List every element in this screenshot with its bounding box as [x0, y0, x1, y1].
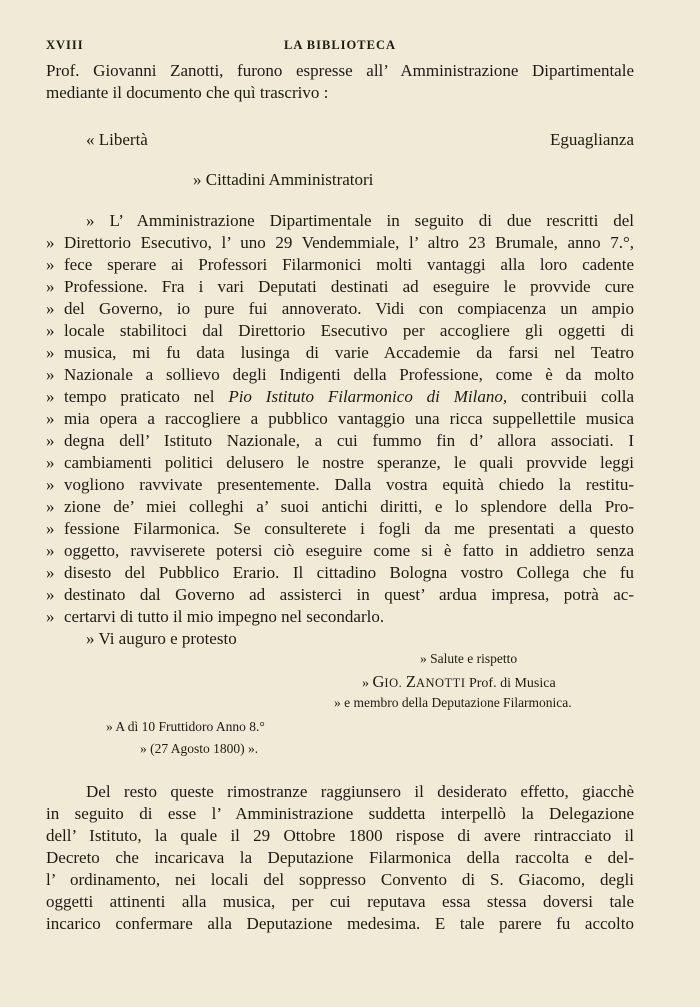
paragraph-line: dell’ Istituto, la quale il 29 Ottobre 1800 rispose di avere rintracciato il: [46, 826, 634, 845]
intro-line: mediante il documento che quì trascrivo :: [46, 83, 329, 102]
quote-mark: »: [46, 519, 55, 538]
paragraph-line: Del resto queste rimostranze raggiunsero il desiderato effetto, giacchè: [86, 782, 634, 801]
letter-first-line: » L’ Amministrazione Dipartimentale in seguito di due rescritti del: [86, 211, 634, 230]
paragraph-line: l’ ordinamento, nei locali del soppresso Convento di S. Giacomo, degli: [46, 870, 634, 889]
paragraph-line: Decreto che incaricava la Deputazione Filarmonica della raccolta e del-: [46, 848, 634, 867]
letter-line: » certarvi di tutto il mio impegno nel secondarlo.: [46, 607, 385, 626]
letter-line: » disesto del Pubblico Erario. Il cittadino Bologna vostro Collega che fu: [46, 563, 634, 582]
signature-membership: » e membro della Deputazione Filarmonica.: [334, 695, 572, 710]
letter-closing: » Vi auguro e protesto: [86, 629, 237, 648]
quote-mark: »: [46, 409, 55, 428]
letter-salutation: » Cittadini Amministratori: [193, 170, 374, 189]
quote-mark: »: [46, 541, 55, 560]
letter-line: » del Governo, io pure fui annoverato. Vidi con compiacenza un ampio: [46, 299, 634, 318]
letter-line: » locale stabilitoci dal Direttorio Esecutivo per accogliere gli oggetti di: [46, 321, 634, 340]
letter-line: » Direttorio Esecutivo, l’ uno 29 Vendemmiale, l’ altro 23 Brumale, anno 7.°,: [46, 233, 634, 252]
quote-mark: »: [46, 343, 55, 362]
quote-mark: »: [46, 321, 55, 340]
paragraph-line: incarico confermare alla Deputazione medesima. E tale parere fu accolto: [46, 914, 634, 933]
running-title: LA BIBLIOTECA: [284, 38, 396, 52]
signature-greeting: » Salute e rispetto: [420, 651, 518, 666]
quote-mark: »: [46, 387, 55, 406]
quote-mark: »: [46, 277, 55, 296]
letter-line: » degna dell’ Istituto Nazionale, a cui fummo fin d’ allora associati. I: [46, 431, 634, 450]
letter-line: » cambiamenti politici delusero le nostre speranze, le quali provvide leggi: [46, 453, 634, 472]
letter-line: » tempo praticato nel Pio Istituto Filarmonico di Milano, contribuii colla: [46, 387, 635, 406]
motto-right: Eguaglianza: [549, 130, 634, 149]
letter-line: » vogliono ravvivate presentemente. Dalla vostra equità chiedo la restitu-: [46, 475, 634, 494]
letter-line: » destinato dal Governo ad assisterci in quest’ ardua impresa, potrà ac-: [46, 585, 634, 604]
motto-left: « Libertà: [86, 130, 148, 149]
letter-line: » fece sperare ai Professori Filarmonici molti vantaggi alla loro cadente: [46, 255, 634, 274]
signature-name: » GIO. ZANOTTI Prof. di Musica: [362, 672, 556, 691]
quote-mark: »: [46, 233, 55, 252]
quote-mark: »: [46, 255, 55, 274]
page-header: [46, 38, 634, 56]
letter-date: » A dì 10 Fruttidoro Anno 8.°: [106, 719, 265, 734]
page-number: XVIII: [46, 38, 84, 52]
letter-line: » zione de’ miei colleghi a’ suoi antichi diritti, e lo splendore della Pro-: [46, 497, 634, 516]
letter-date-civil: » (27 Agosto 1800) ».: [140, 741, 259, 756]
institute-name: Pio Istituto Filarmonico di Milano,: [228, 387, 508, 406]
paragraph-line: oggetti attinenti alla musica, per cui reputava essa stessa doversi tale: [46, 892, 634, 911]
quote-mark: »: [46, 497, 55, 516]
intro-line: Prof. Giovanni Zanotti, furono espresse all’ Amministrazione Dipartimentale: [46, 61, 634, 80]
letter-line: » mia opera a raccogliere a pubblico vantaggio una ricca suppellettile musica: [46, 409, 634, 428]
quote-mark: »: [46, 365, 55, 384]
quote-mark: »: [46, 431, 55, 450]
letter-line: » oggetto, ravviserete potersi ciò eseguire come si è fatto in addietro senza: [46, 541, 634, 560]
quote-mark: »: [46, 299, 55, 318]
letter-line: » Nazionale a sollievo degli Indigenti della Professione, come è da molto: [46, 365, 634, 384]
quote-mark: »: [46, 585, 55, 604]
paragraph-line: in seguito di esse l’ Amministrazione suddetta interpellò la Delegazione: [46, 804, 634, 823]
letter-line: » fessione Filarmonica. Se consulterete i fogli da me presentati a questo: [46, 519, 634, 538]
quote-mark: »: [46, 453, 55, 472]
quote-mark: »: [46, 475, 55, 494]
letter-line: » musica, mi fu data lusinga di varie Accademie da farsi nel Teatro: [46, 343, 634, 362]
letter-line: » Professione. Fra i vari Deputati destinati ad eseguire le provvide cure: [46, 277, 634, 296]
quote-mark: »: [46, 563, 55, 582]
quote-mark: »: [46, 607, 55, 626]
